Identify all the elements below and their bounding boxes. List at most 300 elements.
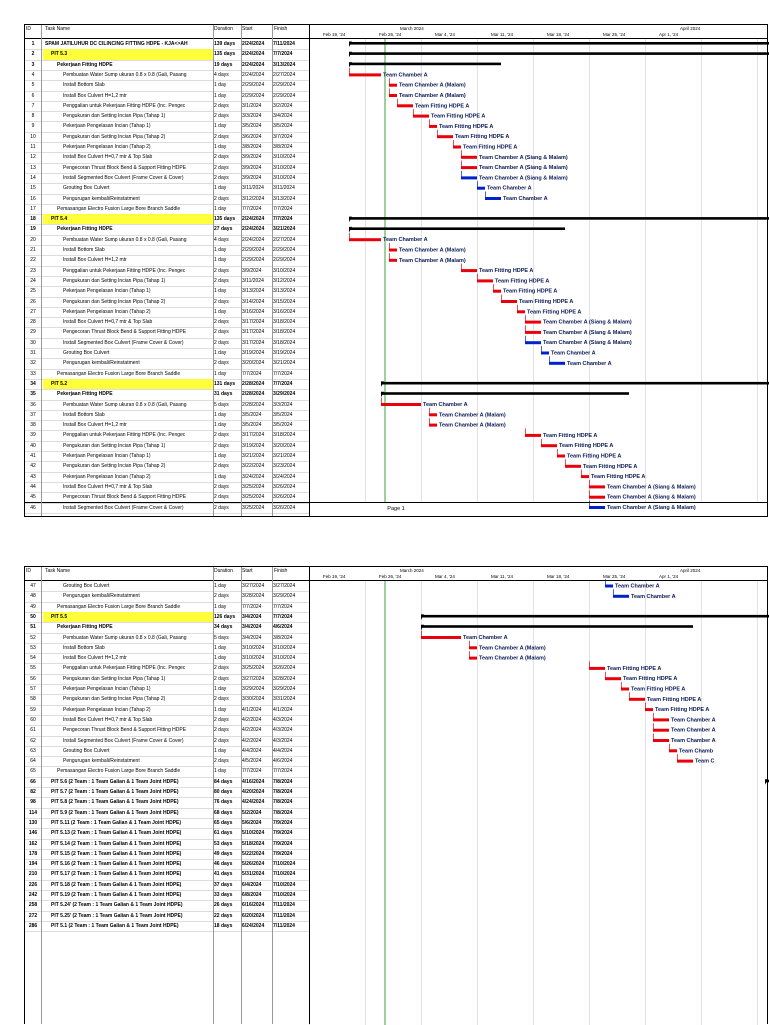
- task-duration: 2 days: [214, 727, 229, 734]
- task-id: 66: [30, 778, 36, 785]
- task-start: 3/16/2024: [242, 308, 265, 315]
- resource-label: Team Fitting HDPE A: [623, 676, 678, 683]
- task-start: 3/9/2024: [242, 267, 262, 274]
- task-bar: [517, 310, 525, 313]
- task-name: Pekerjaan Pengelasan Incian (Tahap 1): [63, 453, 151, 459]
- column-divider: [241, 567, 242, 1024]
- task-id: 13: [30, 164, 36, 171]
- resource-label: Team Chamber A (Malam): [439, 422, 506, 429]
- task-bar: [469, 646, 477, 649]
- task-finish: 4/4/2024: [273, 747, 293, 754]
- gantt-header: [25, 25, 767, 39]
- task-bar: [621, 688, 629, 691]
- task-start: 3/1/2024: [242, 102, 262, 109]
- task-id: 47: [30, 583, 36, 589]
- task-id: 6: [31, 92, 35, 99]
- task-duration: 1 day: [214, 706, 227, 713]
- task-name: Grouting Box Culvert: [63, 583, 110, 589]
- task-start: 2/29/2024: [242, 247, 265, 253]
- task-start: 2/24/2024: [242, 236, 265, 243]
- week-label: Apr 1, '24: [659, 574, 679, 579]
- task-id: 26: [30, 298, 36, 305]
- task-duration: 80 days: [214, 789, 233, 795]
- task-id: 65: [30, 768, 36, 775]
- task-name: Pemasangan Electro Fusion Large Bore Branch Saddle: [57, 603, 181, 610]
- task-id: 4: [31, 71, 35, 78]
- resource-label: Team Chamber A: [423, 402, 468, 408]
- task-id: 38: [30, 422, 36, 429]
- task-duration: 19 days: [214, 61, 233, 68]
- task-start: 3/27/2024: [242, 675, 265, 682]
- task-start: 2/24/2024: [242, 226, 265, 233]
- task-id: 51: [30, 624, 36, 631]
- task-duration: 1 day: [214, 288, 227, 295]
- task-duration: 68 days: [214, 809, 233, 816]
- task-duration: 61 days: [214, 830, 233, 837]
- column-divider: [241, 25, 242, 516]
- task-start: 3/9/2024: [242, 174, 262, 181]
- task-start: 4/1/2024: [242, 706, 262, 713]
- task-name: SPAM JATILUHUR DC CILINCING FITTING HDPE - KJA<>AH: [45, 41, 188, 47]
- timescale-header: [309, 567, 767, 581]
- task-start: 3/12/2024: [242, 195, 265, 202]
- task-finish: 3/10/2024: [273, 267, 296, 274]
- resource-label: Team Fitting HDPE A: [527, 309, 582, 316]
- task-id: 29: [30, 329, 36, 336]
- resource-label: Team Fitting HDPE A: [479, 268, 534, 275]
- task-duration: 2 days: [214, 277, 229, 284]
- task-name: Install Box Culvert H=0,7 mtr & Top Slab: [63, 716, 153, 723]
- task-duration: 84 days: [214, 778, 233, 785]
- summary-bar: [349, 52, 769, 55]
- task-name: Pengukuran dan Setting Incian Pipa (Tahap 2): [63, 298, 166, 305]
- resource-label: Team Fitting HDPE A: [583, 463, 638, 470]
- column-divider: [272, 567, 273, 1024]
- task-duration: 139 days: [214, 41, 236, 47]
- resource-label: Team Chamber A: [567, 360, 612, 367]
- task-bar: [669, 749, 677, 752]
- task-name: PIT 5.14 (2 Team : 1 Team Galian & 1 Team Joint HDPE): [51, 840, 182, 847]
- task-finish: 3/10/2024: [273, 154, 296, 161]
- task-start: 5/18/2024: [242, 840, 265, 847]
- resource-label: Team Chamber A (Siang & Malam): [607, 505, 696, 511]
- task-name: Pemasangan Electro Fusion Large Bore Branch Saddle: [57, 768, 181, 775]
- task-name: Pekerjaan Pengelasan Incian (Tahap 1): [63, 288, 151, 295]
- week-label: Feb 19, '24: [323, 574, 346, 579]
- task-id: 64: [30, 758, 36, 765]
- week-label: Mar 18, '24: [547, 574, 570, 579]
- task-duration: 2 days: [214, 339, 229, 346]
- task-finish: 2/29/2024: [273, 247, 296, 253]
- task-bar: [381, 403, 421, 406]
- task-duration: 1 day: [214, 603, 227, 610]
- task-bar: [453, 146, 461, 149]
- task-start: 3/3/2024: [242, 113, 262, 120]
- task-name: Pengecoran Thrust Block Bend & Support Fitting HDPE: [63, 329, 187, 336]
- task-finish: 7/11/2024: [273, 41, 295, 47]
- task-duration: 2 days: [214, 432, 229, 439]
- task-id: 35: [30, 391, 36, 398]
- task-bar: [581, 475, 589, 478]
- task-finish: 7/7/2024: [273, 613, 293, 620]
- task-start: 7/7/2024: [242, 603, 262, 610]
- task-start: 6/24/2024: [242, 922, 265, 929]
- task-id: 27: [30, 308, 36, 315]
- resource-label: Team Fitting HDPE A: [647, 696, 702, 703]
- task-start: 3/17/2024: [242, 339, 265, 346]
- week-label: Feb 26, '24: [379, 32, 402, 37]
- col-duration-header: Duration: [214, 26, 233, 32]
- task-bar: [389, 259, 397, 262]
- task-start: 4/4/2024: [242, 747, 262, 754]
- week-label: Mar 25, '24: [603, 574, 626, 579]
- task-duration: 1 day: [214, 453, 227, 459]
- task-id: 178: [28, 850, 38, 857]
- task-id: 54: [30, 655, 36, 662]
- task-duration: 1 day: [214, 768, 227, 775]
- resource-label: Team Chamber A: [631, 593, 676, 600]
- week-label: Feb 26, '24: [379, 574, 402, 579]
- task-bar: [605, 585, 613, 588]
- summary-bar: [421, 615, 769, 618]
- task-id: 21: [30, 247, 36, 253]
- task-bar: [469, 657, 477, 660]
- week-label: Apr 1, '24: [659, 32, 679, 37]
- column-divider: [41, 567, 42, 1024]
- resource-label: Team Chamber A (Malam): [439, 412, 506, 419]
- task-bar: [589, 485, 605, 488]
- task-finish: 3/18/2024: [273, 432, 296, 439]
- resource-label: Team Chamber A (Siang & Malam): [543, 319, 632, 326]
- task-name: Install Bottom Slab: [63, 247, 105, 253]
- task-finish: 7/9/2024: [273, 840, 293, 847]
- task-duration: 2 days: [214, 319, 229, 326]
- col-task-header: Task Name: [45, 568, 71, 574]
- task-start: 5/6/2024: [242, 819, 262, 826]
- resource-label: Team Fitting HDPE A: [431, 113, 486, 120]
- week-label: Mar 25, '24: [603, 32, 626, 37]
- task-duration: 2 days: [214, 113, 229, 120]
- task-start: 3/9/2024: [242, 164, 262, 171]
- task-duration: 27 days: [214, 226, 233, 233]
- task-name: PIT 5.13 (2 Team : 1 Team Galian & 1 Team Joint HDPE): [51, 830, 182, 837]
- task-finish: 3/18/2024: [273, 329, 296, 336]
- task-start: 3/19/2024: [242, 350, 265, 356]
- task-id: 63: [30, 747, 36, 754]
- task-duration: 1 day: [214, 247, 227, 253]
- task-duration: 1 day: [214, 123, 227, 130]
- col-finish-header: Finish: [274, 568, 288, 574]
- task-name: Install Box Culvert H=1,2 mtr: [63, 92, 127, 99]
- gantt-header: [25, 567, 767, 581]
- task-name: Pekerjaan Pengelasan Incian (Tahap 2): [63, 473, 151, 480]
- task-start: 3/25/2024: [242, 494, 265, 501]
- resource-label: Team Chamber A (Siang & Malam): [479, 165, 568, 172]
- task-start: 6/8/2024: [242, 892, 262, 898]
- task-finish: 3/21/2024: [273, 453, 296, 459]
- task-name: Pengukuran dan Setting Incian Pipa (Tahap 1): [63, 277, 166, 284]
- task-duration: 135 days: [214, 216, 236, 223]
- task-finish: 3/10/2024: [273, 644, 296, 651]
- resource-label: Team Fitting HDPE A: [559, 443, 614, 450]
- task-id: 24: [30, 277, 36, 284]
- task-bar: [477, 279, 493, 282]
- task-name: Pengurugan kembali/Reinstatment: [63, 360, 140, 367]
- summary-bar: [349, 217, 769, 220]
- resource-label: Team Chamber A: [383, 237, 428, 244]
- column-divider: [272, 25, 273, 516]
- resource-label: Team Fitting HDPE A: [495, 278, 550, 285]
- task-name: Pekerjaan Fitting HDPE: [57, 61, 113, 68]
- task-start: 2/29/2024: [242, 257, 265, 264]
- task-duration: 1 day: [214, 370, 227, 377]
- task-finish: 3/5/2024: [273, 411, 293, 418]
- task-finish: 3/2/2024: [273, 102, 293, 109]
- resource-label: Team Fitting HDPE A: [631, 686, 686, 693]
- task-name: Install Box Culvert H=0,7 mtr & Top Slab: [63, 154, 153, 161]
- task-id: 49: [30, 603, 36, 610]
- task-duration: 53 days: [214, 840, 233, 847]
- task-id: 210: [28, 871, 38, 878]
- task-name: PIT 5.2: [43, 379, 213, 389]
- task-id: 62: [30, 737, 36, 744]
- task-bar: [389, 249, 397, 252]
- task-name: Pengurugan kembali/Reinstatment: [63, 758, 140, 765]
- task-name: Pekerjaan Pengelasan Incian (Tahap 2): [63, 706, 151, 713]
- task-start: 5/10/2024: [242, 830, 265, 837]
- task-name: Pengukuran dan Setting Incian Pipa (Tahap 1): [63, 442, 166, 449]
- task-finish: 3/13/2024: [273, 288, 296, 295]
- task-start: 3/10/2024: [242, 655, 265, 662]
- task-name: PIT 5.24' (2 Team : 1 Team Galian & 1 Team Joint HDPE): [51, 902, 183, 909]
- task-name: PIT 5.5: [43, 612, 213, 622]
- task-duration: 2 days: [214, 696, 229, 703]
- task-id: 194: [28, 861, 38, 868]
- task-finish: 3/8/2024: [273, 634, 293, 641]
- task-id: 226: [28, 881, 38, 888]
- task-duration: 2 days: [214, 102, 229, 109]
- task-name: PIT 5.16 (2 Team : 1 Team Galian & 1 Team Joint HDPE): [51, 861, 182, 868]
- task-duration: 49 days: [214, 850, 233, 857]
- month-label: April 2024: [680, 26, 701, 31]
- task-finish: 7/7/2024: [273, 51, 293, 58]
- task-id: 82: [30, 789, 36, 795]
- task-start: 3/13/2024: [242, 288, 265, 295]
- task-finish: 7/8/2024: [273, 789, 293, 795]
- task-finish: 3/12/2024: [273, 277, 296, 284]
- task-id: 34: [30, 380, 36, 387]
- task-bar: [389, 84, 397, 87]
- task-start: 3/30/2024: [242, 696, 265, 703]
- task-start: 3/17/2024: [242, 329, 265, 336]
- summary-bar: [349, 42, 769, 45]
- resource-label: Team Fitting HDPE A: [655, 707, 710, 714]
- task-id: 14: [30, 174, 36, 181]
- task-start: 3/9/2024: [242, 154, 262, 161]
- col-finish-header: Finish: [274, 26, 288, 32]
- task-name: Install Segmented Box Culvert (Frame Cover & Cover): [63, 339, 184, 346]
- task-duration: 2 days: [214, 329, 229, 336]
- task-name: Pengecoran Thrust Block Bend & Support Fitting HDPE: [63, 164, 187, 171]
- task-id: 20: [30, 236, 36, 243]
- task-id: 23: [30, 267, 36, 274]
- task-id: 25: [30, 288, 36, 295]
- task-duration: 1 day: [214, 185, 227, 192]
- gantt-timeline: [309, 581, 769, 1025]
- task-bar: [429, 125, 437, 128]
- task-start: 5/22/2024: [242, 850, 265, 857]
- task-duration: 2 days: [214, 174, 229, 181]
- task-finish: 3/26/2024: [273, 665, 296, 672]
- task-finish: 7/10/2024: [273, 861, 296, 868]
- task-finish: 3/13/2024: [273, 195, 296, 202]
- task-name: Pengukuran dan Setting Incian Pipa (Tahap 2): [63, 463, 166, 470]
- task-id: 146: [28, 830, 38, 837]
- task-finish: 7/7/2024: [273, 216, 293, 223]
- task-id: 39: [30, 432, 36, 439]
- task-finish: 3/28/2024: [273, 675, 296, 682]
- resource-label: Team Chamber A: [615, 583, 660, 590]
- task-duration: 1 day: [214, 411, 227, 418]
- task-finish: 7/8/2024: [273, 799, 293, 806]
- task-finish: 7/11/2024: [273, 912, 295, 919]
- task-start: 3/11/2024: [242, 185, 264, 192]
- task-bar: [549, 362, 565, 365]
- task-name: Install Box Culvert H=0,7 mtr & Top Slab: [63, 483, 153, 490]
- resource-label: Team Fitting HDPE A: [503, 288, 558, 295]
- resource-label: Team Chamber A (Siang & Malam): [479, 154, 568, 161]
- task-name: Pembuatan Water Sump ukuran 0.8 x 0.8 (Gali, Pasang: [63, 71, 187, 78]
- resource-label: Team Chamber A: [551, 350, 596, 357]
- task-id: 11: [30, 144, 36, 150]
- task-bar: [461, 156, 477, 159]
- task-name: Pengecoran Thrust Block Bend & Support Fitting HDPE: [63, 727, 187, 734]
- task-name: Penggalian untuk Pekerjaan Fitting HDPE (Inc. Pengec: [63, 267, 186, 274]
- task-finish: 7/10/2024: [273, 871, 296, 878]
- task-id: 242: [28, 892, 38, 898]
- task-bar: [461, 166, 477, 169]
- task-bar: [525, 341, 541, 344]
- task-duration: 2 days: [214, 758, 229, 765]
- task-finish: 3/29/2024: [273, 686, 296, 692]
- task-bar: [589, 667, 605, 670]
- task-bar: [413, 115, 429, 118]
- task-start: 4/2/2024: [242, 727, 262, 734]
- task-finish: 4/3/2024: [273, 716, 293, 723]
- task-id: 30: [30, 339, 36, 346]
- task-duration: 22 days: [214, 912, 233, 919]
- task-id: 12: [30, 154, 36, 161]
- task-name: Pekerjaan Pengelasan Incian (Tahap 1): [63, 123, 151, 130]
- task-bar: [477, 187, 485, 190]
- resource-label: Team Fitting HDPE A: [567, 453, 622, 460]
- task-name: Pengukuran dan Setting Incian Pipa (Tahap 1): [63, 675, 166, 682]
- task-name: Pekerjaan Pengelasan Incian (Tahap 1): [63, 686, 151, 692]
- task-name: Pembuatan Water Sump ukuran 0.8 x 0.8 (Gali, Pasang: [63, 236, 187, 243]
- task-start: 2/28/2024: [242, 391, 265, 398]
- task-finish: 3/13/2024: [273, 61, 296, 68]
- task-id: 258: [28, 902, 38, 909]
- task-duration: 5 days: [214, 401, 229, 408]
- task-bar: [349, 73, 381, 76]
- task-name: PIT 5.6 (2 Team : 1 Team Galian & 1 Team Joint HDPE): [51, 778, 179, 785]
- task-finish: 3/10/2024: [273, 655, 296, 662]
- task-bar: [525, 321, 541, 324]
- task-finish: 2/27/2024: [273, 71, 296, 78]
- task-finish: 3/29/2024: [273, 391, 296, 398]
- task-duration: 46 days: [214, 861, 233, 868]
- task-duration: 2 days: [214, 716, 229, 723]
- task-start: 3/11/2024: [242, 277, 264, 284]
- task-bar: [541, 444, 557, 447]
- task-id: 8: [31, 113, 35, 120]
- task-id: 22: [30, 257, 36, 264]
- task-finish: 7/7/2024: [273, 380, 293, 387]
- task-bar: [397, 104, 413, 107]
- task-id: 1: [31, 41, 35, 47]
- task-start: 4/5/2024: [242, 758, 262, 765]
- task-id: 55: [30, 665, 36, 672]
- task-start: 3/24/2024: [242, 473, 265, 480]
- task-duration: 131 days: [214, 380, 236, 387]
- task-start: 3/27/2024: [242, 583, 265, 589]
- task-duration: 135 days: [214, 51, 236, 58]
- task-bar: [629, 698, 645, 701]
- task-name: Pemasangan Electro Fusion Large Bore Branch Saddle: [57, 205, 181, 212]
- resource-label: Team Chamber A (Malam): [479, 645, 546, 652]
- task-bar: [557, 455, 565, 458]
- task-start: 2/29/2024: [242, 82, 265, 89]
- task-id: 56: [30, 675, 36, 682]
- task-duration: 2 days: [214, 442, 229, 449]
- task-name: Penggalian untuk Pekerjaan Fitting HDPE (Inc. Pengec: [63, 665, 186, 672]
- task-start: 3/22/2024: [242, 463, 265, 470]
- task-id: 2: [31, 51, 35, 58]
- task-start: 7/7/2024: [242, 205, 262, 212]
- task-name: Pembuatan Water Sump ukuran 0.8 x 0.8 (Gali, Pasang: [63, 634, 187, 641]
- task-duration: 1 day: [214, 655, 227, 662]
- task-finish: 3/10/2024: [273, 164, 296, 171]
- task-duration: 1 day: [214, 308, 227, 315]
- task-duration: 2 days: [214, 675, 229, 682]
- task-id: 61: [30, 727, 36, 734]
- task-id: 44: [30, 483, 36, 490]
- resource-label: Team Chamber A: [671, 717, 716, 724]
- task-bar: [605, 677, 621, 680]
- task-finish: 7/9/2024: [273, 850, 293, 857]
- task-bar: [589, 496, 605, 499]
- task-id: 48: [30, 593, 36, 600]
- task-id: 15: [30, 185, 36, 192]
- page-footer: [25, 502, 767, 518]
- task-finish: 3/20/2024: [273, 442, 296, 449]
- task-bar: [653, 718, 669, 721]
- summary-bar: [421, 625, 693, 628]
- task-start: 4/24/2024: [242, 799, 265, 806]
- page-number: Page 1: [387, 506, 405, 512]
- week-label: Mar 18, '24: [547, 32, 570, 37]
- month-label: March 2024: [400, 568, 424, 573]
- task-finish: 2/29/2024: [273, 257, 296, 264]
- resource-label: Team Chamber A (Siang & Malam): [479, 175, 568, 182]
- task-id: 17: [30, 205, 36, 212]
- task-name: Pengukuran dan Setting Incian Pipa (Tahap 2): [63, 696, 166, 703]
- summary-bar: [381, 382, 769, 385]
- task-start: 3/17/2024: [242, 319, 265, 326]
- resource-label: Team Fitting HDPE A: [415, 103, 470, 110]
- task-start: 2/24/2024: [242, 51, 265, 58]
- task-duration: 1 day: [214, 583, 227, 589]
